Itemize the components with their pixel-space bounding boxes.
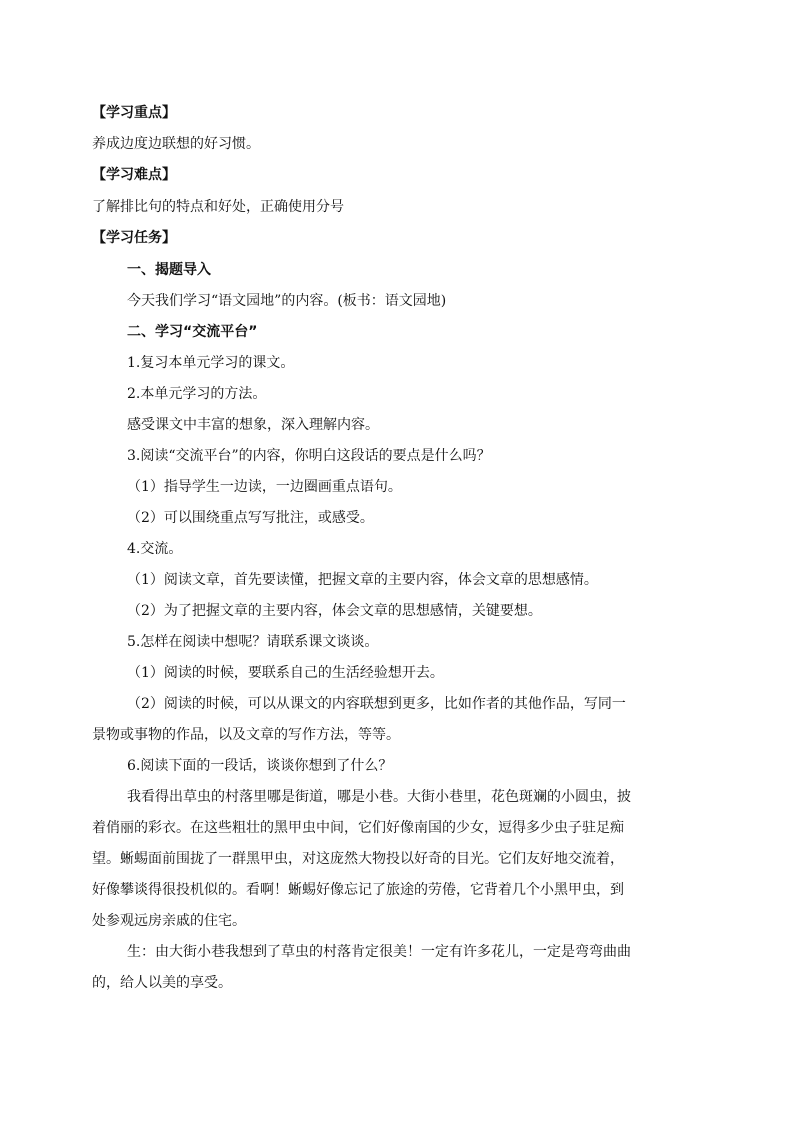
student-line-1: 生：由大街小巷我想到了草虫的村落肯定很美！一定有许多花儿，一定是弯弯曲曲 xyxy=(127,944,631,960)
difficulty-heading: 【学习难点】 xyxy=(92,167,176,183)
item-3-sub-1: （1）指导学生一边读，一边圈画重点语句。 xyxy=(127,479,402,495)
passage-line-2: 着俏丽的彩衣。在这些粗壮的黑甲虫中间，它们好像南国的少女，逗得多少虫子驻足痴 xyxy=(92,820,624,836)
part1-text: 今天我们学习“语文园地”的内容。(板书：语文园地) xyxy=(127,293,447,309)
item-4-sub-1: （1）阅读文章，首先要读懂，把握文章的主要内容，体会文章的思想感情。 xyxy=(127,572,598,588)
item-3: 3.阅读“交流平台”的内容，你明白这段话的要点是什么吗？ xyxy=(127,448,491,464)
part1-heading: 一、揭题导入 xyxy=(127,262,211,278)
passage-line-5: 处参观远房亲戚的住宅。 xyxy=(92,913,246,929)
item-5-sub-2-line-2: 景物或事物的作品，以及文章的写作方法，等等。 xyxy=(92,727,400,743)
item-4: 4.交流。 xyxy=(127,541,183,557)
focus-text: 养成边度边联想的好习惯。 xyxy=(92,136,260,152)
task-heading: 【学习任务】 xyxy=(92,230,176,246)
passage-line-3: 望。蜥蜴面前围拢了一群黑甲虫，对这庞然大物投以好奇的目光。它们友好地交流着， xyxy=(92,851,624,867)
item-5-sub-2-line-1: （2）阅读的时候，可以从课文的内容联想到更多，比如作者的其他作品，写同一 xyxy=(127,696,626,712)
passage-line-4: 好像攀谈得很投机似的。看啊！蜥蜴好像忘记了旅途的劳倦，它背着几个小黑甲虫，到 xyxy=(92,882,624,898)
item-1: 1.复习本单元学习的课文。 xyxy=(127,355,295,371)
part2-heading: 二、学习“交流平台” xyxy=(127,324,258,340)
item-5: 5.怎样在阅读中想呢？请联系课文谈谈。 xyxy=(127,634,379,650)
item-2-text: 感受课文中丰富的想象，深入理解内容。 xyxy=(127,417,379,433)
item-3-sub-2: （2）可以围绕重点写写批注，或感受。 xyxy=(127,510,374,526)
focus-heading: 【学习重点】 xyxy=(92,105,176,121)
item-2: 2.本单元学习的方法。 xyxy=(127,386,267,402)
difficulty-text: 了解排比句的特点和好处，正确使用分号 xyxy=(92,199,344,215)
student-line-2: 的，给人以美的享受。 xyxy=(92,975,232,991)
item-4-sub-2: （2）为了把握文章的主要内容，体会文章的思想感情，关键要想。 xyxy=(127,603,542,619)
passage-line-1: 我看得出草虫的村落里哪是街道，哪是小巷。大街小巷里，花色斑斓的小圆虫，披 xyxy=(127,789,631,805)
item-6: 6.阅读下面的一段话，谈谈你想到了什么？ xyxy=(127,758,393,774)
item-5-sub-1: （1）阅读的时候，要联系自己的生活经验想开去。 xyxy=(127,665,444,681)
